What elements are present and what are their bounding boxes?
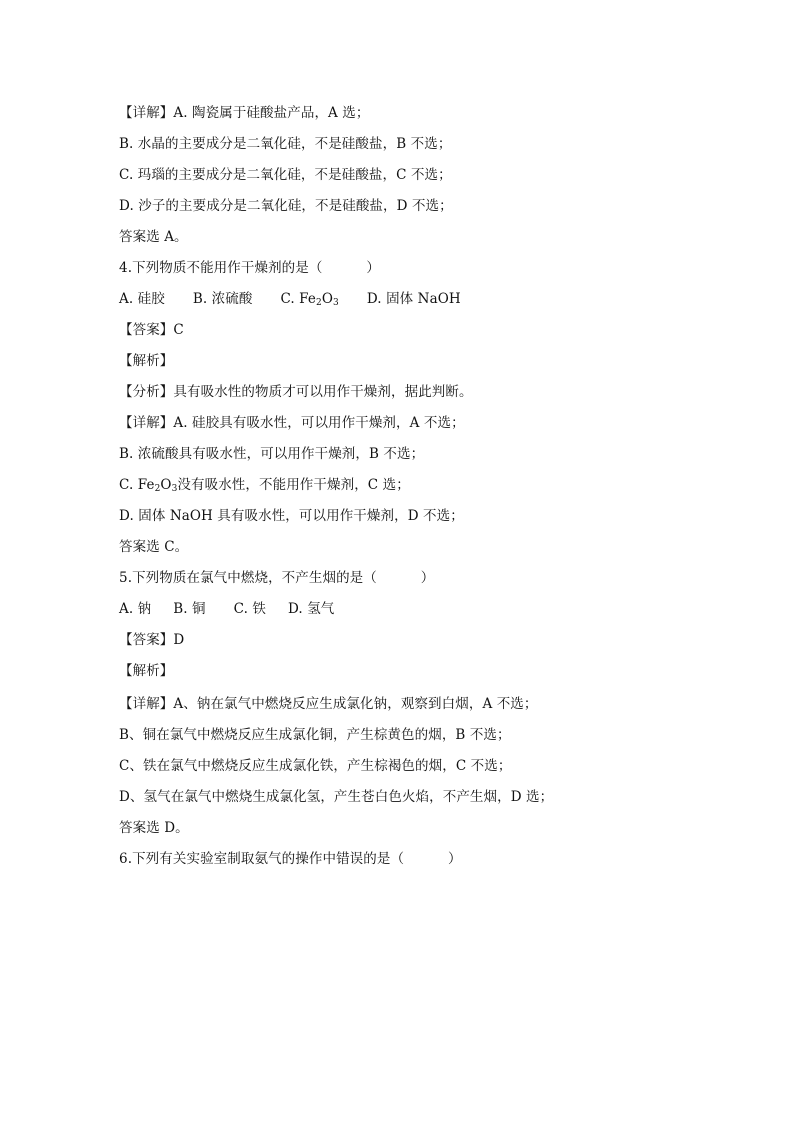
q4-detail-d: D. 固体 NaOH 具有吸水性，可以用作干燥剂，D 不选； xyxy=(119,508,464,524)
q4-detail-c-post: 没有吸水性，不能用作干燥剂，C 选； xyxy=(177,477,410,493)
q5-option-c: C. 铁 xyxy=(233,601,266,617)
q4-detail-a xyxy=(119,413,465,433)
q4-detail-c xyxy=(119,475,410,495)
q5-detail-tag: 【详解】 xyxy=(119,696,174,712)
q4-stem: 4.下列物质不能用作干燥剂的是（ ） xyxy=(119,260,380,276)
q3-detail-line-c: C. 玛瑙的主要成分是二氧化硅，不是硅酸盐，C 不选； xyxy=(119,167,452,183)
q4-detail-c-pre: C. Fe xyxy=(119,477,155,493)
q3-detail-tag: 【详解】 xyxy=(119,105,174,121)
q3-detail-line-b: B. 水晶的主要成分是二氧化硅，不是硅酸盐，B 不选； xyxy=(119,136,452,152)
q5-option-d: D. 氢气 xyxy=(287,601,335,617)
q4-detail-tag: 【详解】 xyxy=(119,415,174,431)
q5-options xyxy=(119,599,334,619)
q4-detail-a-text: A. 硅胶具有吸水性，可以用作干燥剂，A 不选； xyxy=(173,415,465,431)
q3-detail-a-text: A. 陶瓷属于硅酸盐产品，A 选； xyxy=(173,105,370,121)
q4-option-c-sub1: 2 xyxy=(316,298,322,308)
q5-analysis-tag: 【解析】 xyxy=(119,663,174,679)
q5-stem: 5.下列物质在氯气中燃烧，不产生烟的是（ ） xyxy=(119,570,435,586)
q4-detail-c-mid: O xyxy=(160,477,172,493)
q4-answer: 【答案】C xyxy=(119,322,184,338)
q4-option-b: B. 浓硫酸 xyxy=(192,291,253,307)
q4-analysis-tag: 【解析】 xyxy=(119,353,174,369)
q5-answer: 【答案】D xyxy=(119,632,185,648)
q4-detail-c-sub2: 3 xyxy=(171,484,178,494)
q3-conclusion: 答案选 A。 xyxy=(119,229,188,245)
q5-conclusion: 答案选 D。 xyxy=(119,820,189,836)
q4-fenxi-text: 具有吸水性的物质才可以用作干燥剂，据此判断。 xyxy=(173,384,473,400)
q4-fenxi xyxy=(119,382,473,402)
q5-detail-b: B、铜在氯气中燃烧反应生成氯化铜，产生棕黄色的烟，B 不选； xyxy=(119,727,511,743)
q6-stem: 6.下列有关实验室制取氨气的操作中错误的是（ ） xyxy=(119,851,462,867)
q5-detail-a xyxy=(119,694,538,714)
q4-option-a: A. 硅胶 xyxy=(119,291,165,307)
q4-option-c xyxy=(280,291,338,307)
q3-detail-line-a xyxy=(119,103,369,123)
q5-option-a: A. 钠 xyxy=(119,601,152,617)
q4-fenxi-tag: 【分析】 xyxy=(119,384,174,400)
q3-detail-line-d: D. 沙子的主要成分是二氧化硅，不是硅酸盐，D 不选； xyxy=(119,198,453,214)
q4-option-c-mid: O xyxy=(321,291,334,307)
q5-detail-c: C、铁在氯气中燃烧反应生成氯化铁，产生棕褐色的烟，C 不选； xyxy=(119,758,512,774)
q4-detail-b: B. 浓硫酸具有吸水性，可以用作干燥剂，B 不选； xyxy=(119,446,425,462)
q5-detail-d: D、氢气在氯气中燃烧生成氯化氢，产生苍白色火焰，不产生烟，D 选； xyxy=(119,789,554,805)
q5-detail-a-text: A、钠在氯气中燃烧反应生成氯化钠，观察到白烟，A 不选； xyxy=(173,696,538,712)
q4-option-c-pre: C. Fe xyxy=(280,291,317,307)
q4-options xyxy=(119,289,461,309)
q4-detail-c-sub1: 2 xyxy=(154,484,161,494)
q4-conclusion: 答案选 C。 xyxy=(119,539,189,555)
q4-option-c-sub2: 3 xyxy=(333,298,339,308)
q5-option-b: B. 铜 xyxy=(173,601,206,617)
q4-option-d: D. 固体 NaOH xyxy=(366,291,461,307)
